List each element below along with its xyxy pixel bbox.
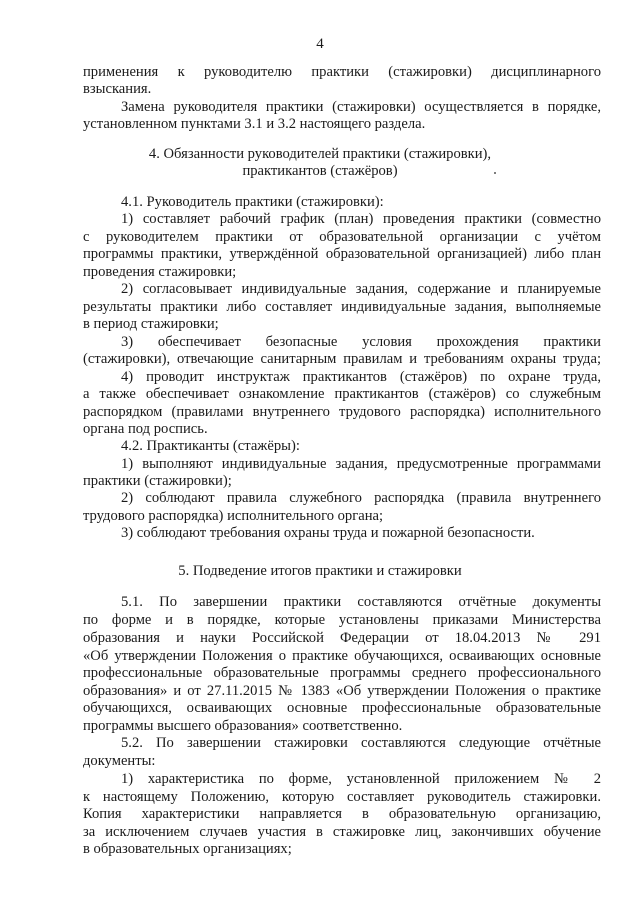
section-heading-line: 5. Подведение итогов практики и стажировки	[178, 563, 462, 579]
text-line: (стажировки), отвечающие санитарным правилам и требованиям охраны труда;	[83, 351, 601, 367]
text-line: 5.1. По завершении практики составляются отчётные документы	[121, 594, 601, 610]
text-line: органа под роспись.	[83, 421, 208, 437]
text-line: 1) выполняют индивидуальные задания, предусмотренные программами	[121, 456, 601, 472]
text-line: к настоящему Положению, которую составляет руководитель стажировки.	[83, 789, 601, 805]
text-line: в период стажировки;	[83, 316, 219, 332]
text-line: с руководителем практики от образовательной организации с учётом	[83, 229, 601, 245]
text-line: программы высшего образования» соответственно.	[83, 718, 403, 734]
text-line: документы:	[83, 753, 156, 769]
text-line: применения к руководителю практики (стажировки) дисциплинарного	[83, 64, 601, 80]
page-number: 4	[316, 36, 324, 52]
text-line: 2) согласовывает индивидуальные задания, содержание и планируемые	[121, 281, 601, 297]
scan-speck	[494, 172, 496, 174]
text-line: результаты практики либо составляет индивидуальные задания, выполняемые	[83, 299, 601, 315]
text-line: распорядком (правилами внутреннего трудового распорядка) исполнительного	[83, 404, 601, 420]
section-heading-line: практикантов (стажёров)	[242, 163, 398, 179]
text-line: 4.1. Руководитель практики (стажировки):	[121, 194, 384, 210]
text-line: 4.2. Практиканты (стажёры):	[121, 438, 300, 454]
text-line: взыскания.	[83, 81, 152, 97]
text-line: по форме и в порядке, которые установлены приказами Министерства	[83, 612, 601, 628]
text-line: 4) проводит инструктаж практикантов (стажёров) по охране труда,	[121, 369, 601, 385]
text-line: а также обеспечивает ознакомление практикантов (стажёров) со служебным	[83, 386, 601, 402]
text-line: установленном пунктами 3.1 и 3.2 настоящего раздела.	[83, 116, 426, 132]
text-line: проведения стажировки;	[83, 264, 237, 280]
text-line: Копия характеристики направляется в образовательную организацию,	[83, 806, 601, 822]
text-line: 5.2. По завершении стажировки составляются следующие отчётные	[121, 735, 601, 751]
text-line: за исключением случаев участия в стажировке лиц, закончивших обучение	[83, 824, 601, 840]
text-line: профессиональные образовательные программы среднего профессионального	[83, 665, 601, 681]
text-line: 3) соблюдают требования охраны труда и пожарной безопасности.	[121, 525, 535, 541]
text-line: образования и науки Российской Федерации от 18.04.2013 № 291	[83, 630, 601, 646]
text-line: 1) характеристика по форме, установленной приложением № 2	[121, 771, 601, 787]
text-line: в образовательных организациях;	[83, 841, 292, 857]
text-line: трудового распорядка) исполнительного органа;	[83, 508, 384, 524]
section-heading-line: 4. Обязанности руководителей практики (стажировки),	[148, 146, 492, 162]
text-line: обучающихся, осваивающих основные профессиональные образовательные	[83, 700, 601, 716]
text-line: практики (стажировки);	[83, 473, 232, 489]
text-line: 1) составляет рабочий график (план) проведения практики (совместно	[121, 211, 601, 227]
text-line: образования» и от 27.11.2015 № 1383 «Об утверждении Положения о практике	[83, 683, 601, 699]
text-line: программы практики, утверждённой образовательной организацией) либо план	[83, 246, 601, 262]
text-line: 3) обеспечивает безопасные условия прохождения практики	[121, 334, 601, 350]
text-line: «Об утверждении Положения о практике обучающихся, осваивающих основные	[83, 648, 601, 664]
text-line: 2) соблюдают правила служебного распорядка (правила внутреннего	[121, 490, 601, 506]
text-line: Замена руководителя практики (стажировки) осуществляется в порядке,	[121, 99, 601, 115]
